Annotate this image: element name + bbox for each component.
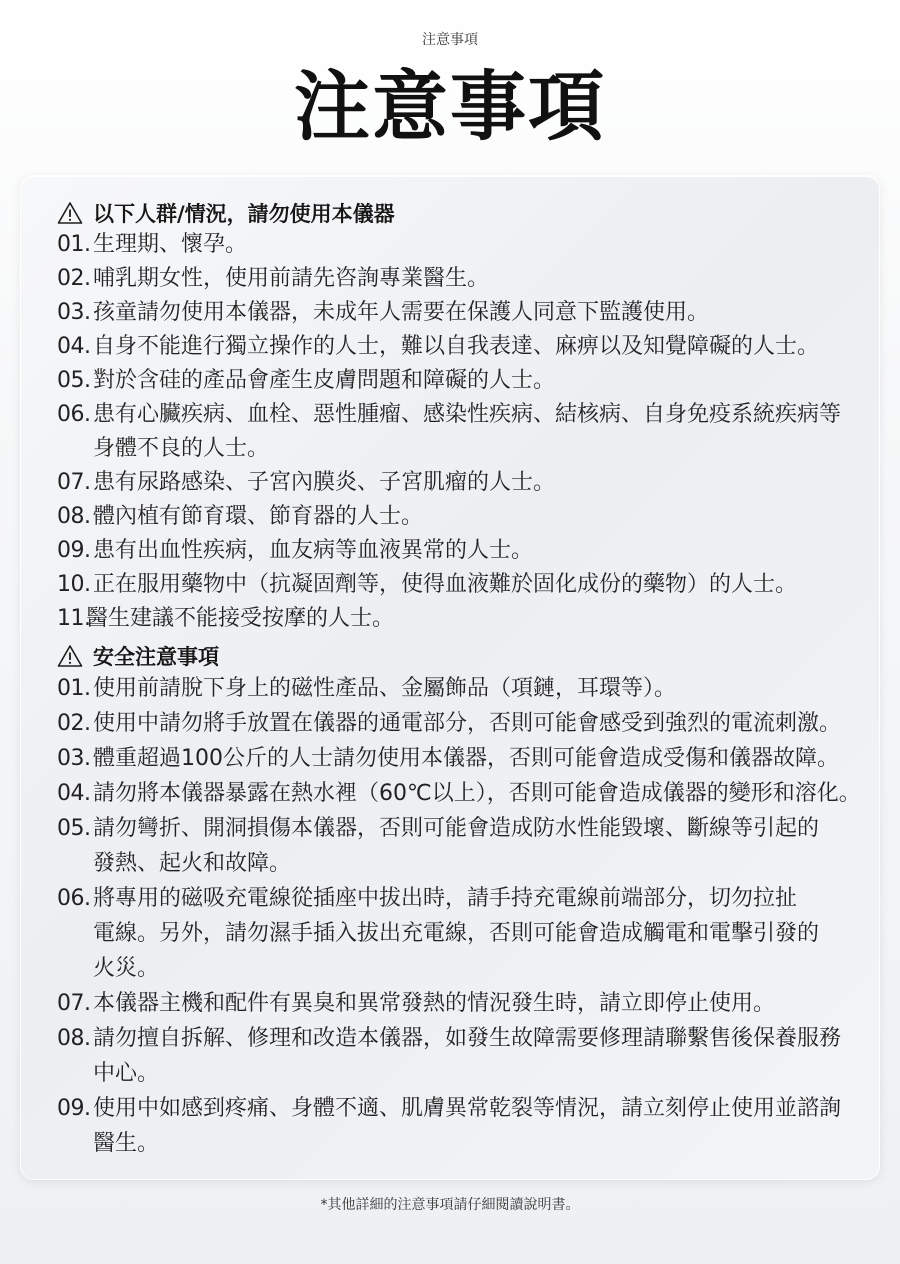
item-number: 07. (57, 991, 91, 1016)
section-restricted-users (57, 198, 879, 636)
list-item (57, 881, 879, 986)
item-text: 體重超過100公斤的人士請勿使用本儀器，否則可能會造成受傷和儀器故障。 (93, 746, 839, 771)
item-text: 醫生建議不能接受按摩的人士。 (86, 606, 395, 631)
item-text: 發熱、起火和故障。 (93, 851, 292, 876)
section-title: 以下人群/情況，請勿使用本儀器 (93, 202, 395, 226)
list-item (57, 534, 879, 568)
list-item (57, 741, 879, 776)
list-item (57, 568, 879, 602)
item-number: 06. (57, 886, 91, 911)
list-item (57, 602, 879, 636)
list-item (57, 706, 879, 741)
item-text: 將專用的磁吸充電線從插座中拔出時，請手持充電線前端部分，切勿拉扯 (93, 886, 798, 911)
item-text: 醫生。 (93, 1131, 160, 1156)
list-item (57, 330, 879, 364)
item-number: 06. (57, 402, 91, 427)
item-text: 電線。另外，請勿濕手插入拔出充電線，否則可能會造成觸電和電擊引發的 (93, 921, 820, 946)
list-item (57, 398, 879, 466)
warning-triangle-icon (57, 201, 83, 225)
list-item (57, 228, 879, 262)
list-item (57, 500, 879, 534)
item-number: 08. (57, 1026, 91, 1051)
item-text: 中心。 (93, 1061, 160, 1086)
item-text: 請勿彎折、開洞損傷本儀器，否則可能會造成防水性能毀壞、斷線等引起的 (93, 816, 820, 841)
item-number: 04. (57, 334, 91, 359)
item-number: 09. (57, 1096, 91, 1121)
list-item (57, 986, 879, 1021)
list-item (57, 364, 879, 398)
notice-card (20, 175, 880, 1180)
section-header (57, 641, 879, 671)
item-text: 使用中請勿將手放置在儀器的通電部分，否則可能會感受到強烈的電流刺激。 (93, 711, 842, 736)
item-number: 05. (57, 368, 91, 393)
item-number: 09. (57, 538, 91, 563)
item-number: 11. (57, 606, 91, 631)
item-text: 使用前請脫下身上的磁性產品、金屬飾品（項鏈，耳環等）。 (93, 676, 677, 701)
list-item (57, 466, 879, 500)
item-number: 04. (57, 781, 91, 806)
item-number: 03. (57, 746, 91, 771)
list-item (57, 296, 879, 330)
list-item (57, 671, 879, 706)
footnote: *其他詳細的注意事項請仔細閱讀說明書。 (320, 1197, 580, 1213)
item-number: 03. (57, 300, 91, 325)
item-text: 使用中如感到疼痛、身體不適、肌膚異常乾裂等情況，請立刻停止使用並諮詢 (93, 1096, 842, 1121)
item-text: 正在服用藥物中（抗凝固劑等，使得血液難於固化成份的藥物）的人士。 (93, 572, 798, 597)
item-number: 02. (57, 711, 91, 736)
item-text: 患有心臟疾病、血栓、惡性腫瘤、感染性疾病、結核病、自身免疫系統疾病等 (93, 402, 842, 427)
item-text: 哺乳期女性，使用前請先咨詢專業醫生。 (93, 266, 490, 291)
item-number: 05. (57, 816, 91, 841)
section-header (57, 198, 879, 228)
item-text: 體內植有節育環、節育器的人士。 (93, 504, 424, 529)
item-text: 患有出血性疾病，血友病等血液異常的人士。 (93, 538, 534, 563)
item-text: 請勿擅自拆解、修理和改造本儀器，如發生故障需要修理請聯繫售後保養服務 (93, 1026, 842, 1051)
item-number: 08. (57, 504, 91, 529)
item-text: 對於含硅的產品會產生皮膚問題和障礙的人士。 (93, 368, 556, 393)
list-item (57, 776, 879, 811)
item-text: 生理期、懷孕。 (93, 232, 248, 257)
list-item (57, 811, 879, 881)
list-item (57, 1091, 879, 1161)
item-number: 01. (57, 676, 91, 701)
list-item (57, 1021, 879, 1091)
item-text: 患有尿路感染、子宮內膜炎、子宮肌瘤的人士。 (93, 470, 556, 495)
item-number: 07. (57, 470, 91, 495)
item-text: 身體不良的人士。 (93, 436, 270, 461)
item-text: 火災。 (93, 956, 160, 981)
item-text: 自身不能進行獨立操作的人士，難以自我表達、麻痹以及知覺障礙的人士。 (93, 334, 820, 359)
item-text: 孩童請勿使用本儀器，未成年人需要在保護人同意下監護使用。 (93, 300, 710, 325)
item-number: 01. (57, 232, 91, 257)
item-text: 本儀器主機和配件有異臭和異常發熱的情況發生時，請立即停止使用。 (93, 991, 776, 1016)
warning-triangle-icon (57, 644, 83, 668)
item-number: 02. (57, 266, 91, 291)
top-label: 注意事項 (422, 32, 478, 48)
item-text: 請勿將本儀器暴露在熱水裡（60℃以上），否則可能會造成儀器的變形和溶化。 (93, 781, 861, 806)
section-title: 安全注意事項 (93, 645, 219, 669)
section-safety-notes (57, 641, 879, 1161)
item-number: 10. (57, 572, 91, 597)
page-title: 注意事項 (294, 62, 606, 151)
list-item (57, 262, 879, 296)
